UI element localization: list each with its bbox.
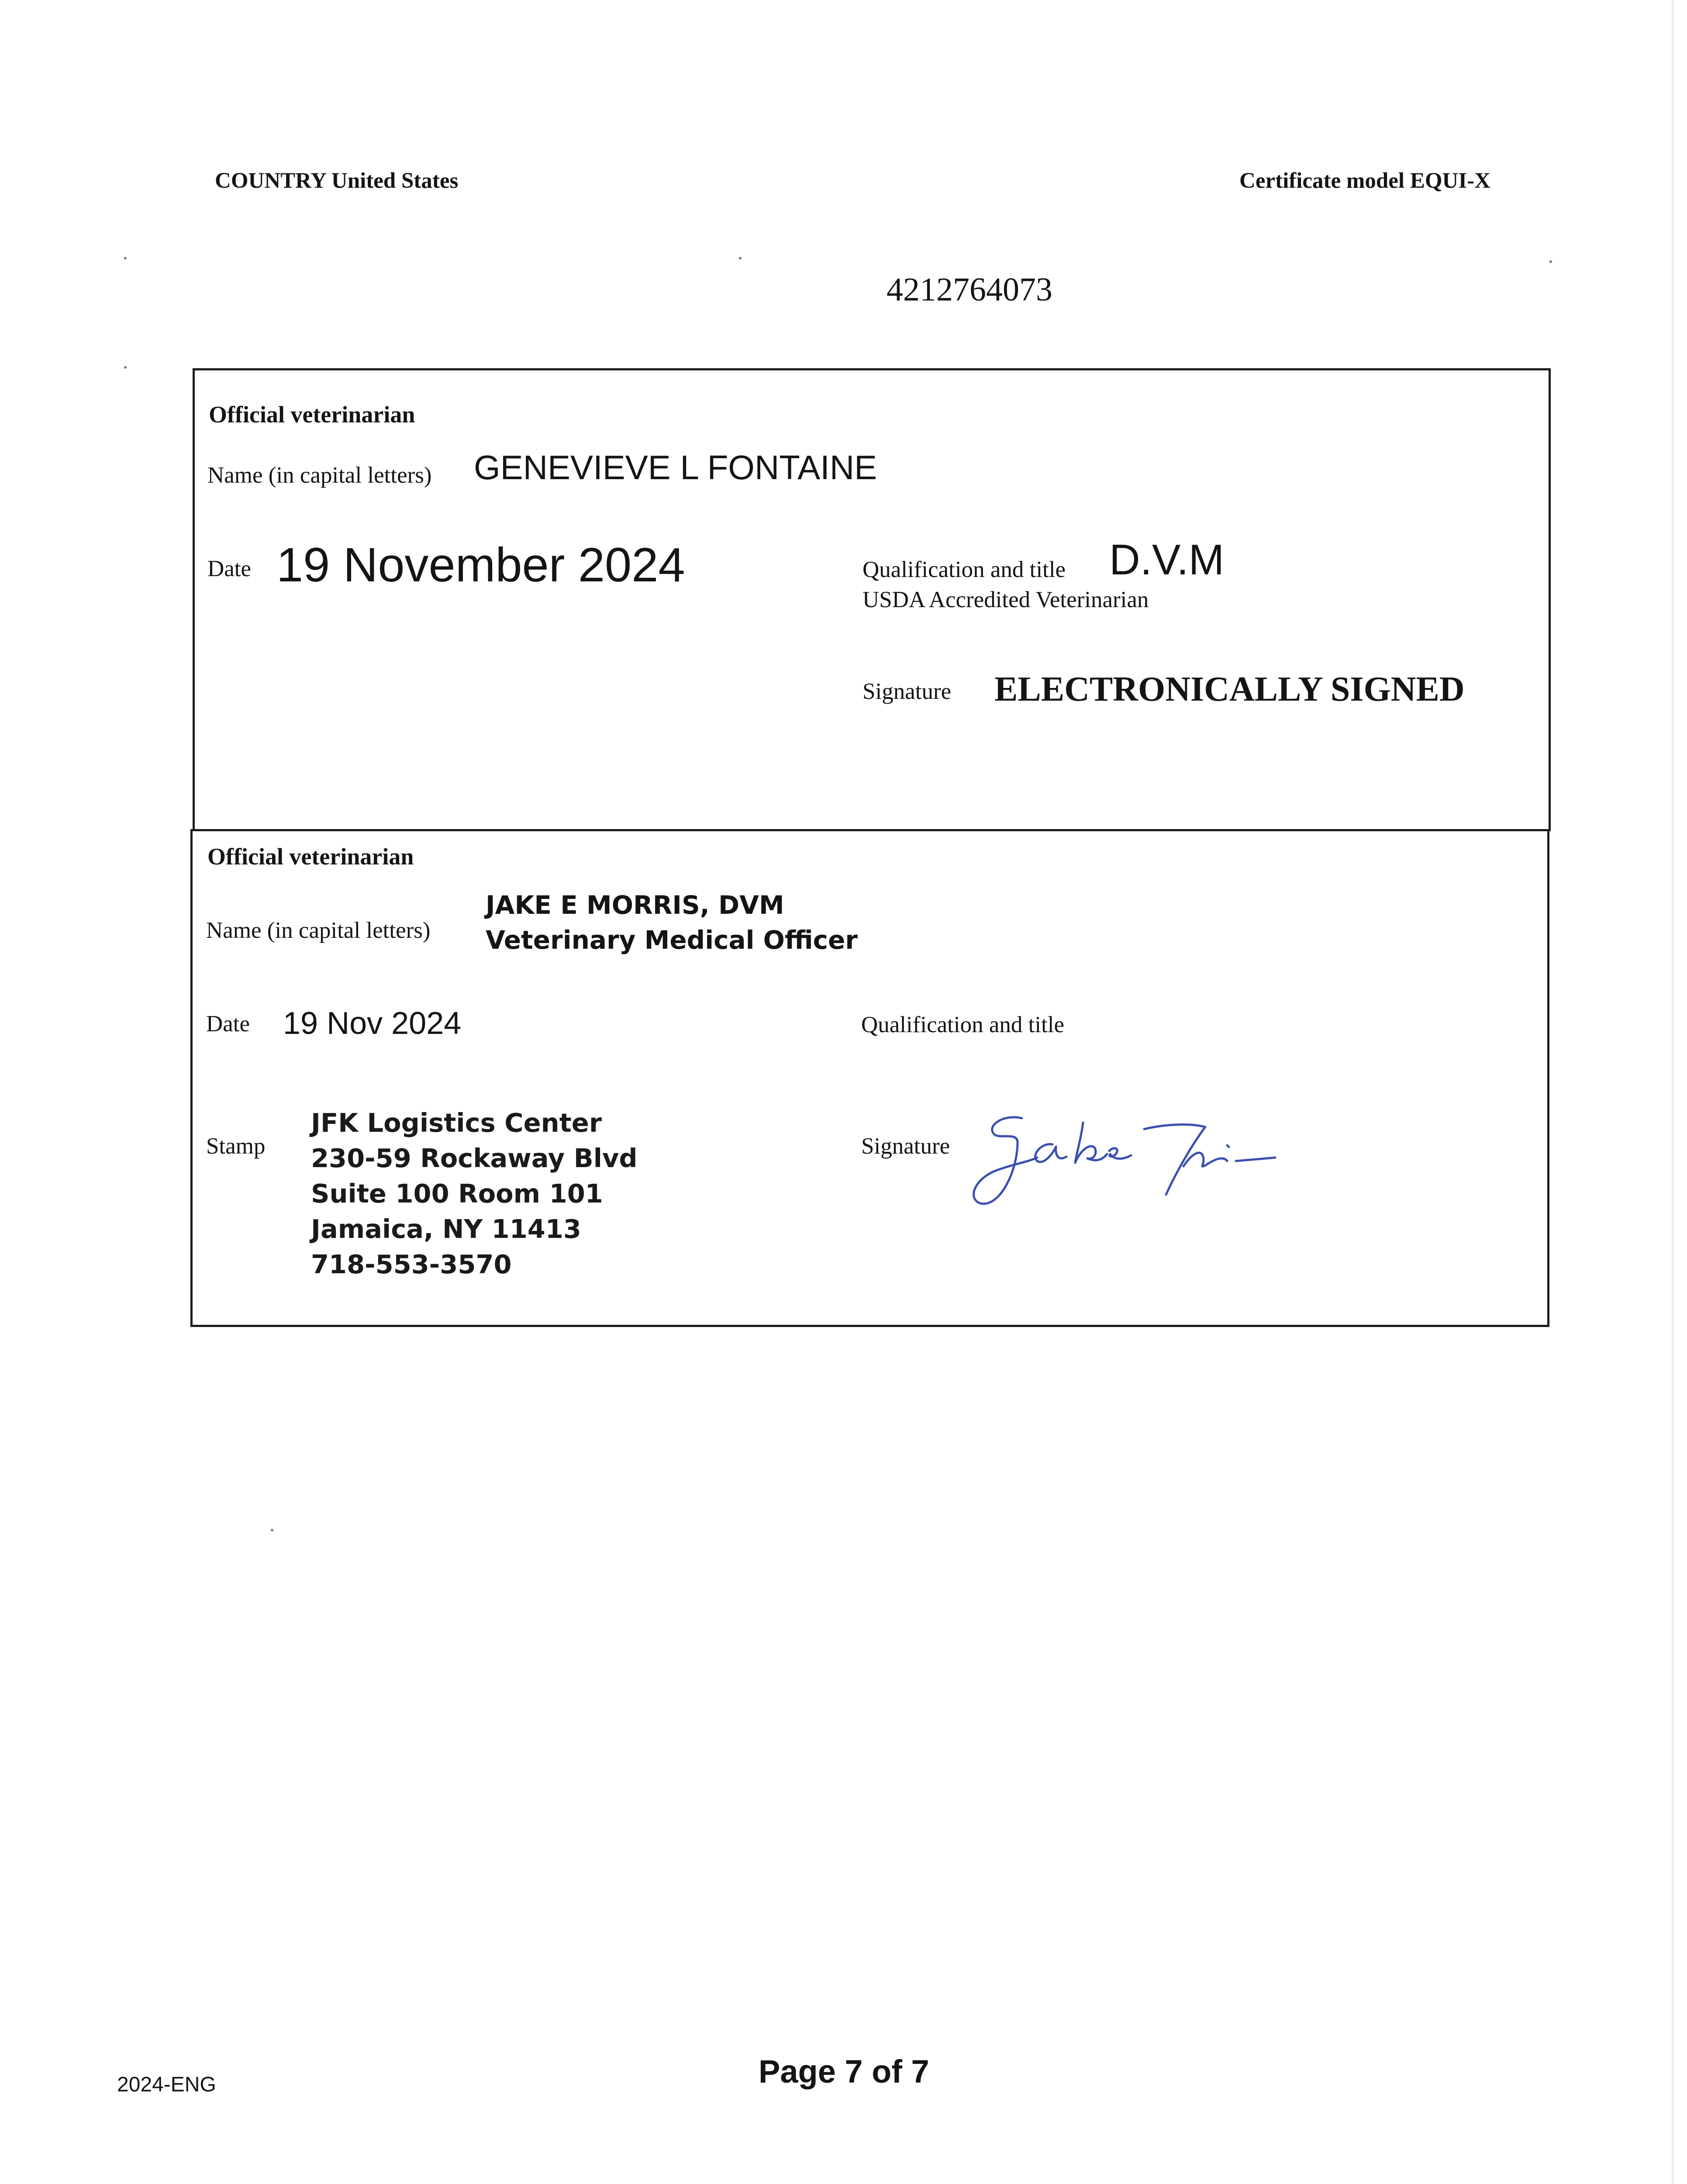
scan-speck	[124, 366, 127, 369]
section2-stamp-label: Stamp	[206, 1133, 266, 1159]
section1-qualification-subtitle: USDA Accredited Veterinarian	[862, 587, 1149, 612]
scan-speck	[124, 257, 127, 259]
country-label: COUNTRY United States	[215, 169, 459, 193]
section2-name-value: JAKE E MORRIS, DVM	[486, 890, 784, 920]
section1-heading: Official veterinarian	[209, 401, 415, 428]
page-indicator: Page 7 of 7	[759, 2053, 929, 2090]
scan-speck	[739, 257, 742, 259]
certificate-number: 4212764073	[887, 271, 1052, 308]
section2-heading: Official veterinarian	[207, 843, 414, 870]
section1-qualification-label: Qualification and title	[862, 557, 1066, 582]
section1-signature-label: Signature	[862, 679, 952, 704]
section2-name-label: Name (in capital letters)	[206, 918, 431, 943]
section1-name-value: GENEVIEVE L FONTAINE	[474, 448, 877, 487]
form-code: 2024-ENG	[117, 2073, 216, 2096]
section2-signature-label: Signature	[861, 1133, 950, 1159]
scan-edge	[1672, 0, 1674, 2184]
scan-speck	[271, 1529, 273, 1531]
stamp-line: 718-553-3570	[311, 1249, 512, 1279]
section1-date-value: 19 November 2024	[276, 538, 685, 592]
section2-qualification-label: Qualification and title	[861, 1012, 1065, 1037]
section1-name-label: Name (in capital letters)	[207, 463, 432, 488]
stamp-line: Suite 100 Room 101	[311, 1178, 603, 1209]
stamp-line: Jamaica, NY 11413	[311, 1214, 581, 1244]
stamp-line: JFK Logistics Center	[311, 1108, 602, 1138]
section1-electronic-signature: ELECTRONICALLY SIGNED	[994, 670, 1465, 708]
stamp-line: 230-59 Rockaway Blvd	[311, 1143, 638, 1173]
scan-speck	[1549, 260, 1552, 263]
section1-date-label: Date	[207, 556, 252, 581]
section2-date-value: 19 Nov 2024	[283, 1006, 462, 1041]
certificate-model: Certificate model EQUI-X	[1239, 169, 1490, 193]
handwritten-signature-icon	[956, 1105, 1297, 1219]
section2-date-label: Date	[206, 1011, 250, 1037]
section2-name-title: Veterinary Medical Officer	[486, 925, 858, 955]
section1-qualification-value: D.V.M	[1109, 536, 1225, 584]
